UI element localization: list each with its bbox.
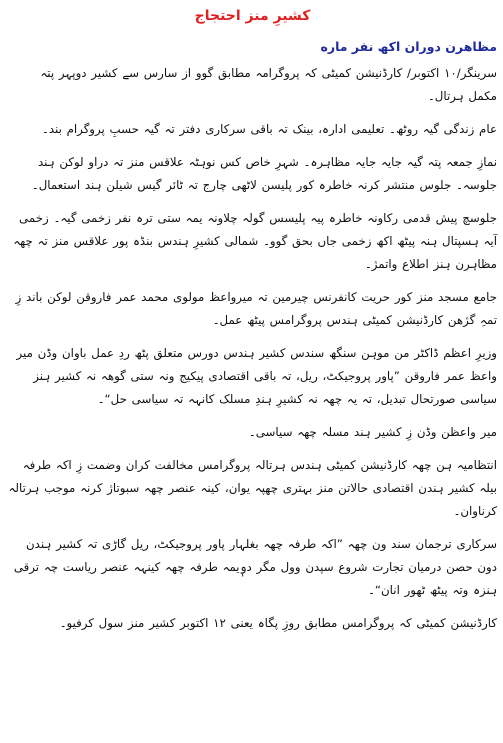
paragraph-7: میر واعظن وڈن زِ کشیر ہند مسلہ چھہ سیاسی۔ bbox=[248, 425, 497, 439]
paragraph-4: جلوسچ پیش قدمی رکاونہ خاطرہ پیہ پلیسس گولہ چلاونہ یمہ ستی ترہ نفر زخمی گیہ۔ زخمی آیہ ہسپتال ہنہ پیٹھ اکھ زخمی جاں بحق گوو۔ شمالی کشیرِ ہندس بنڈہ پور علاقس منز تہ چھہ مظاہرن ہنز اطلاع واتمژ۔ bbox=[13, 211, 497, 271]
paragraph-5: جامع مسجد منز کور حریت کانفرنس چیرمین تہ میرواعظ مولوی محمد عمر فاروقن لوکن باند زِ تمہِ گژھن کارڈنیشن کمیٹی ہندس پروگرامس پیٹھ عمل۔ bbox=[15, 290, 497, 327]
paragraph-2: عام زندگی گیہ روٹھ۔ تعلیمی ادارہ، بینک تہ باقی سرکاری دفتر تہ گیہ حسبِ پروگرام بند۔ bbox=[41, 122, 497, 136]
article-page bbox=[0, 6, 503, 743]
paragraph-8: انتظامیہ ہن چھہ کارڈنیشن کمیٹی ہندس ہرتالہ پروگرامس مخالفت کران وضمت زِ اکہ طرفہ بیلہ کشیر ہندن اقتصادی حالاتن منز بہتری چھپہ یوان، کینہ عنصر چھہ سبوتاژ کرنہ موجب ہرتالہ کرناوان۔ bbox=[8, 458, 497, 518]
paragraph-3: نمازِ جمعہ پتہ گیہ جایہ جایہ مظاہرہ۔ شہرِ خاص کس نوہٹہ علاقس منز تہ دراو لوکن ہند جلوسہ۔ جلوس منتشر کرنہ خاطرہ کور پلیسن لاٹھی چارج تہ ٹائر گیس شیلن ہند استعمال۔ bbox=[31, 155, 497, 192]
paragraph-10: کارڈنیشن کمیٹی کہ پروگرامس مطابق روزِ پگاہ یعنی ۱۲ اکتوبر کشیر منز سول کرفیو۔ bbox=[59, 616, 497, 630]
paragraph-9: سرکاری ترجمان سند ون چھہ ”اکہ طرفہ چھہ بغلہار پاور پروجیکٹ، ریل گاڑی تہ کشیر ہندن دون حصن درمیان تجارت شروع سپدن وول مگر دوٖیمہ طرفہ چھہ کینہہ عنصر ریاست چہ ترقی ہنزہ وتہ پیٹھ ٹھور انان“۔ bbox=[13, 537, 497, 597]
article-title: کشیرِ منز احتجاج bbox=[194, 8, 311, 24]
paragraph-6: وزیرِ اعظم ڈاکٹر من موہن سنگھ سندس کشیر ہندس دورس متعلق پٹھ ردِ عمل باوان وڈن میر واعظ عمر فاروقن ”پاور پروجیکٹ، ریل، تہ باقی اقتصادی پیکیج ونہ ستی گوھہ نہ کشیر ہنز سیاسی صورتحال تبدیل، تہ یہ چھہ نہ کشیرِ ہندِ مسلک کانہہ تہ سیاسی حل“۔ bbox=[16, 346, 497, 406]
paragraph-1: سرینگر/۱۰ اکتوبر/ کارڈنیشن کمیٹی کہ پروگرامہ مطابق گوو از سارس سے کشیر دوپہر پتہ مکمل ہرتال۔ bbox=[40, 66, 497, 103]
article-subtitle: مظاهرن دوران اکھ نفر ماره bbox=[320, 39, 497, 54]
